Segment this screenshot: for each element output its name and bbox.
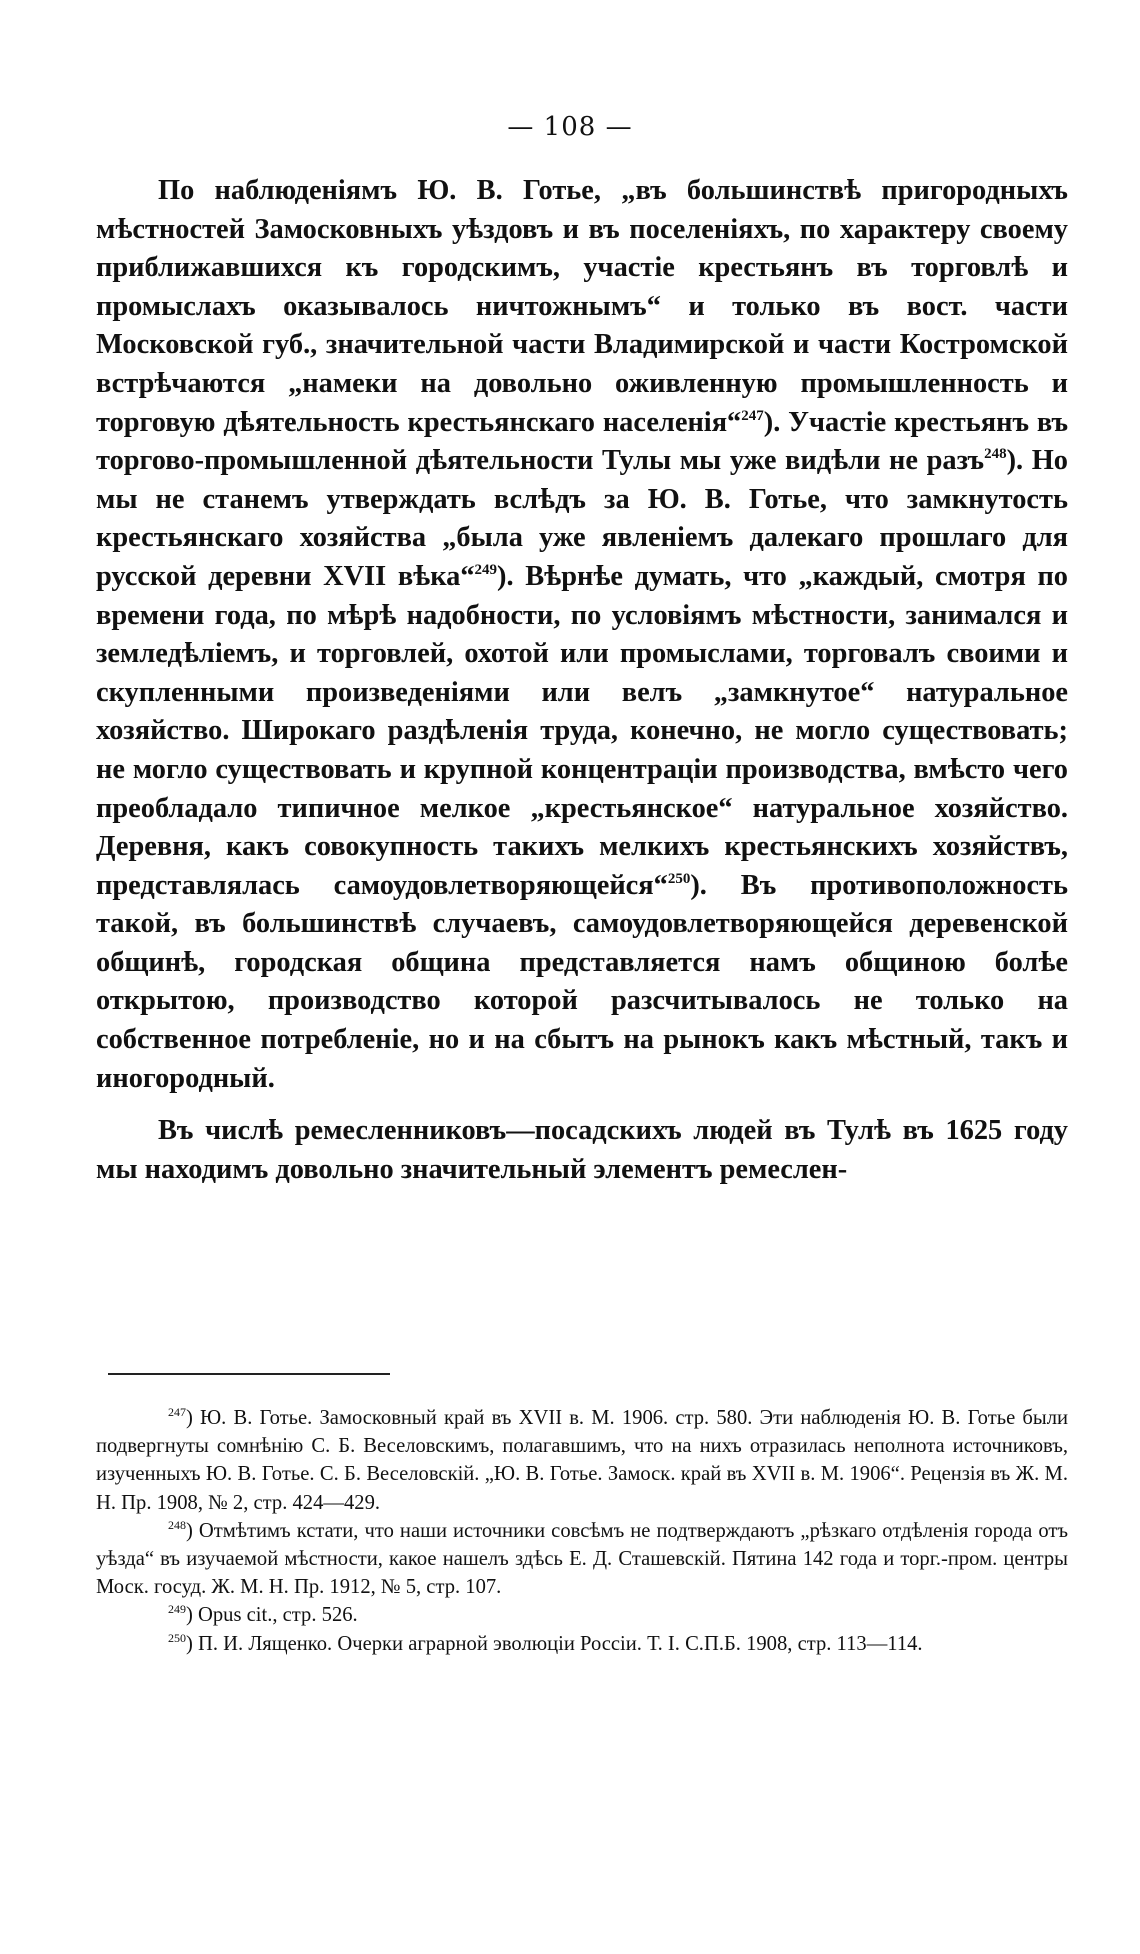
footnote-text: ) Отмѣтимъ кстати, что наши источники совсѣмъ не подтверждаютъ „рѣзкаго отдѣленія города отъ уѣзда“ въ изучаемой мѣстности, какое нашелъ здѣсь Е. Д. Сташевскій. Пятина 142 года и торг.-пром. центры Моск. госуд. Ж. М. Н. Пр. 1912, № 5, стр. 107. bbox=[96, 1519, 1068, 1599]
footnote-ref-249: 249 bbox=[474, 561, 498, 578]
main-text bbox=[96, 172, 1068, 1189]
footnote-ref-247: 247 bbox=[741, 407, 764, 424]
footnote-248 bbox=[96, 1517, 1068, 1602]
paragraph-2: Въ числѣ ремесленниковъ—посадскихъ людей въ Тулѣ въ 1625 году мы находимъ довольно значительный элементъ ремеслен- bbox=[96, 1115, 1068, 1185]
paragraph-1-part-5: ). Въ противоположность такой, въ большинствѣ случаевъ, самоудовлетворяющейся деревенской общинѣ, городская община представляется намъ общиною болѣе открытою, производство которой разсчитывалось не только на собственное потребленіе, но и на сбытъ на рынокъ какъ мѣстный, такъ и иногородный. bbox=[96, 869, 1068, 1094]
page-number: — 108 — bbox=[507, 112, 633, 142]
footnote-separator bbox=[108, 1373, 390, 1375]
paragraph-1-part-2: ). Участіе крестьянъ въ торгово-промышленной дѣятельности Тулы мы уже видѣли не разъ bbox=[96, 406, 1069, 477]
footnote-247 bbox=[96, 1404, 1068, 1517]
paragraph-1-part-4: ). Вѣрнѣе думать, что „каждый, смотря по времени года, по мѣрѣ надобности, по условіямъ мѣстности, занимался и земледѣліемъ, и торговлей, охотой или промыслами, торговалъ своими и скупленными произведеніями или велъ „замкнутое“ натуральное хозяйство. Широкаго раздѣленія труда, конечно, не могло существовать; не могло существовать и крупной концентраціи производства, вмѣсто чего преобладало типичное мелкое „крестьянское“ натуральное хозяйство. Деревня, какъ совокупность такихъ мелкихъ крестьянскихъ хозяйствъ, представлялась самоудовлетворяющейся“ bbox=[96, 560, 1068, 901]
footnote-250 bbox=[96, 1630, 1068, 1658]
paragraph-1-part-3: ). Но мы не станемъ утверждать вслѣдъ за Ю. В. Готье, что замкнутость крестьянскаго хозяйства „была уже явленіемъ далекаго прошлаго для русской деревни XVII вѣка“ bbox=[96, 445, 1068, 592]
footnote-number: 248 bbox=[168, 1517, 186, 1532]
footnote-number: 247 bbox=[168, 1405, 186, 1419]
footnote-text: ) Ю. В. Готье. Замосковный край въ XVII в. М. 1906. стр. 580. Эти наблюденія Ю. В. Готье были подвергнуты сомнѣнію С. Б. Веселовскимъ, полагавшимъ, что на нихъ отразилась неполнота источниковъ, изученныхъ Ю. В. Готье. С. Б. Веселовскій. „Ю. В. Готье. Замоск. край въ XVII в. М. 1906“. Рецензія въ Ж. М. Н. Пр. 1908, № 2, стр. 424—429. bbox=[96, 1407, 1068, 1514]
paragraph-1 bbox=[96, 172, 1068, 1098]
footnote-ref-250: 250 bbox=[667, 870, 691, 887]
footnote-ref-248: 248 bbox=[984, 446, 1007, 463]
footnote-text: ) П. И. Лященко. Очерки аграрной эволюціи Россіи. Т. I. С.П.Б. 1908, стр. 113—114. bbox=[186, 1632, 923, 1655]
paragraph-1-part-1: По наблюденіямъ Ю. В. Готье, „въ большинствѣ пригородныхъ мѣстностей Замосковныхъ уѣздовъ и въ поселеніяхъ, по характеру своему приближавшихся къ городскимъ, участіе крестьянъ въ торговлѣ и промыслахъ оказывалось ничтожнымъ“ и только въ вост. части Московской губ., значительной части Владимирской и части Костромской встрѣчаются „намеки на довольно оживленную промышленность и торговую дѣятельность крестьянскаго населенія“ bbox=[96, 175, 1068, 438]
footnotes bbox=[96, 1404, 1068, 1658]
footnote-text: ) Opus cit., стр. 526. bbox=[186, 1604, 358, 1627]
footnote-number: 249 bbox=[168, 1602, 186, 1617]
footnote-number: 250 bbox=[168, 1630, 186, 1645]
footnote-249 bbox=[96, 1601, 1068, 1629]
